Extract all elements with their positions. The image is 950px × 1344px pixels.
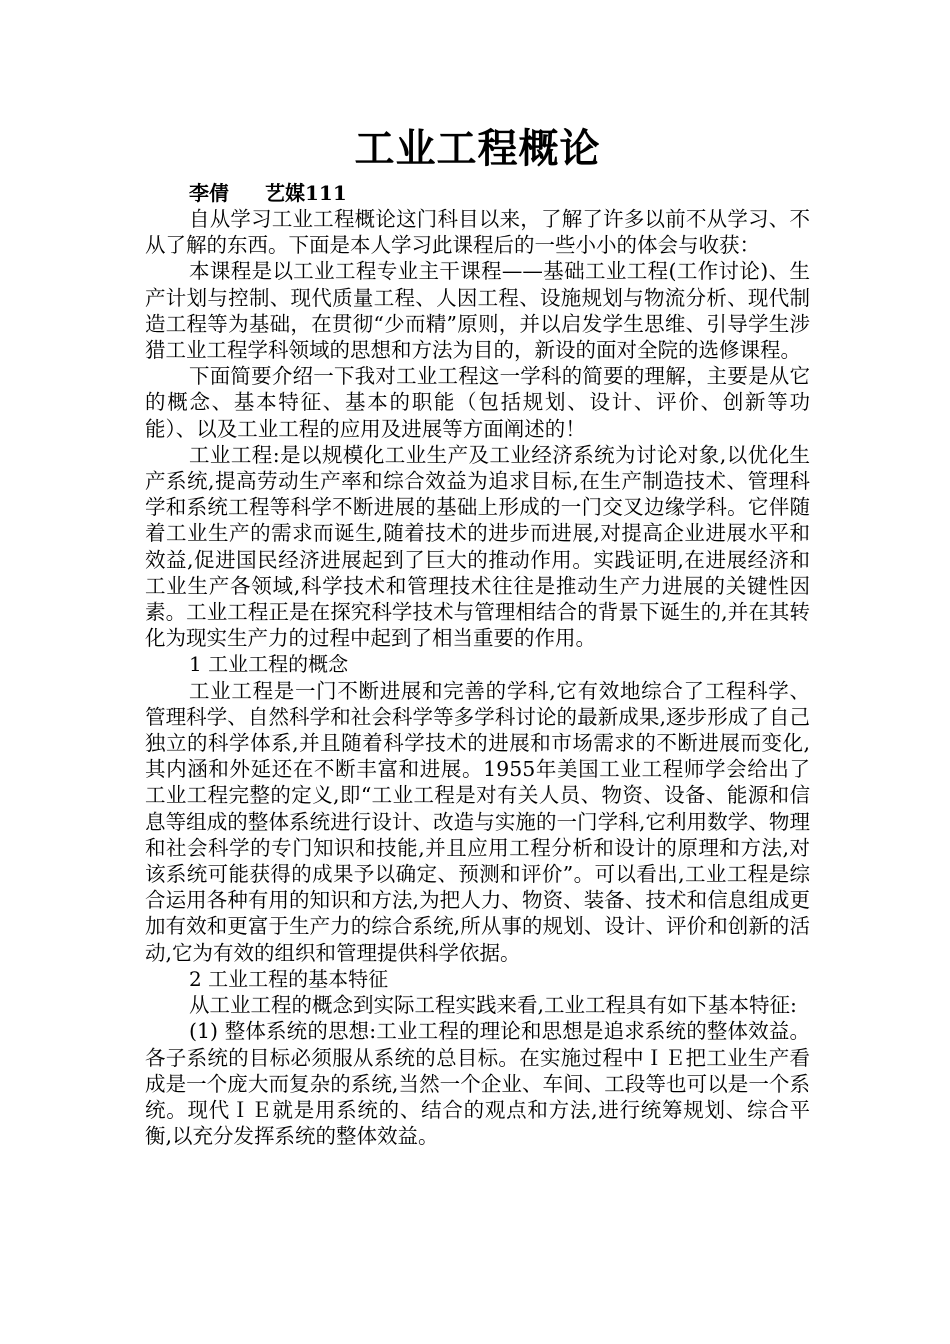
paragraph-intro: 自从学习工业工程概论这门科目以来，了解了许多以前不从学习、不从了解的东西。下面是本人学习此课程后的一些小小的体会与收获：	[145, 207, 810, 258]
author-line	[145, 180, 810, 206]
section2-intro: 从工业工程的概念到实际工程实践来看,工业工程具有如下基本特征:	[189, 993, 797, 1018]
document-page	[145, 118, 810, 1149]
paragraph-overview: 下面简要介绍一下我对工业工程这一学科的简要的理解，主要是从它的概念、基本特征、基本的职能（包括规划、设计、评价、创新等功能）、以及工业工程的应用及进展等方面阐述的！	[145, 364, 810, 441]
section2-item1: (1) 整体系统的思想:工业工程的理论和思想是追求系统的整体效益。各子系统的目标必须服从系统的总目标。在实施过程中ＩＥ把工业生产看成是一个庞大而复杂的系统,当然一个企业、车间、工段等也可以是一个系统。现代ＩＥ就是用系统的、结合的观点和方法,进行统筹规划、综合平衡,以充分发挥系统的整体效益。	[145, 1019, 810, 1149]
section1-paragraph: 工业工程是一门不断进展和完善的学科,它有效地综合了工程科学、管理科学、自然科学和社会科学等多学科讨论的最新成果,逐步形成了自己独立的科学体系,并且随着科学技术的进展和市场需求的不断进展而变化,其内涵和外延还在不断丰富和进展。1955年美国工业工程师学会给出了工业工程完整的定义,即“工业工程是对有关人员、物资、设备、能源和信息等组成的整体系统进行设计、改造与实施的一门学科,它利用数学、物理和社会科学的专门知识和技能,并且应用工程分析和设计的原理和方法,对该系统可能获得的成果予以确定、预测和评价”。可以看出,工业工程是综合运用各种有用的知识和方法,为把人力、物资、装备、技术和信息组成更加有效和更富于生产力的综合系统,所从事的规划、设计、评价和创新的活动,它为有效的组织和管理提供科学依据。	[145, 678, 810, 965]
paragraph-definition: 工业工程:是以规模化工业生产及工业经济系统为讨论对象,以优化生产系统,提高劳动生产率和综合效益为追求目标,在生产制造技术、管理科学和系统工程等科学不断进展的基础上形成的一门交叉边缘学科。它伴随着工业生产的需求而诞生,随着技术的进步而进展,对提高企业进展水平和效益,促进国民经济进展起到了巨大的推动作用。实践证明,在进展经济和工业生产各领域,科学技术和管理技术往往是推动生产力进展的关键性因素。工业工程正是在探究科学技术与管理相结合的背景下诞生的,并在其转化为现实生产力的过程中起到了相当重要的作用。	[145, 442, 810, 651]
section1-heading: 1 工业工程的概念	[189, 652, 349, 677]
author-name: 李倩	[189, 181, 229, 205]
author-class: 艺媒111	[265, 181, 347, 205]
document-title: 工业工程概论	[354, 125, 601, 172]
paragraph-course: 本课程是以工业工程专业主干课程——基础工业工程(工作讨论)、生产计划与控制、现代质量工程、人因工程、设施规划与物流分析、现代制造工程等为基础，在贯彻“少而精”原则，并以启发学生思维、引导学生涉猎工业工程学科领域的思想和方法为目的，新设的面对全院的选修课程。	[145, 259, 810, 363]
section2-heading: 2 工业工程的基本特征	[189, 966, 389, 991]
